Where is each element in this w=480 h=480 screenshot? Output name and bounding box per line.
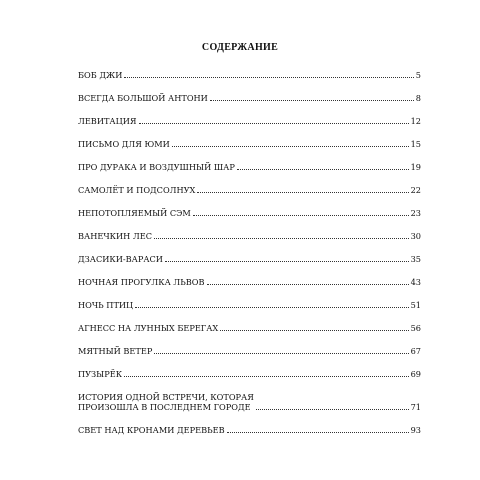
dot-leader [237, 169, 409, 170]
toc-entry[interactable] [78, 183, 421, 195]
toc-entry[interactable] [78, 229, 421, 241]
toc-entry-page: 5 [415, 70, 421, 80]
dot-leader [256, 409, 409, 410]
toc-entry-page: 8 [415, 93, 421, 103]
toc-entry[interactable] [78, 344, 421, 356]
toc-entry-page: 15 [410, 139, 421, 149]
toc-entry[interactable] [78, 68, 421, 80]
dot-leader [220, 330, 408, 331]
dot-leader [197, 192, 408, 193]
toc-entry-title: АГНЕСС НА ЛУННЫХ БЕРЕГАХ [78, 323, 219, 333]
toc-entry-page: 93 [410, 425, 421, 435]
toc-entry-title: ВАНЕЧКИН ЛЕС [78, 231, 152, 241]
toc-entry[interactable] [78, 252, 421, 264]
toc-entry-title: БОБ ДЖИ [78, 70, 123, 80]
toc-entry-page: 30 [410, 231, 421, 241]
dot-leader [210, 100, 414, 101]
toc-entry-title: ПРО ДУРАКА И ВОЗДУШНЫЙ ШАР [78, 162, 235, 172]
toc-entry-page: 56 [410, 323, 421, 333]
toc-entry-title: ВСЕГДА БОЛЬШОЙ АНТОНИ [78, 93, 208, 103]
dot-leader [135, 307, 408, 308]
dot-leader [207, 284, 409, 285]
toc-entry-title: СВЕТ НАД КРОНАМИ ДЕРЕВЬЕВ [78, 425, 225, 435]
toc-entry-page: 23 [410, 208, 421, 218]
dot-leader [139, 123, 409, 124]
dot-leader [154, 353, 408, 354]
toc-entry[interactable] [78, 275, 421, 287]
toc-entry-page: 12 [410, 116, 421, 126]
toc-entry-title: ПУЗЫРЁК [78, 369, 123, 379]
toc-entry-title: ИСТОРИЯ ОДНОЙ ВСТРЕЧИ, КОТОРАЯ ПРОИЗОШЛА В ПОСЛЕДНЕМ ГОРОДЕ [78, 392, 254, 412]
dot-leader [154, 238, 409, 239]
toc-entry-page: 67 [410, 346, 421, 356]
toc-entry-title: ЛЕВИТАЦИЯ [78, 116, 137, 126]
toc-entry-page: 22 [410, 185, 421, 195]
toc-entry-title: МЯТНЫЙ ВЕТЕР [78, 346, 153, 356]
toc-entry-page: 51 [410, 300, 421, 310]
toc-entry-title: ДЗАСИКИ-ВАРАСИ [78, 254, 163, 264]
dot-leader [172, 146, 409, 147]
toc-entry[interactable] [78, 206, 421, 218]
toc-entry-page: 69 [410, 369, 421, 379]
toc-entry-title: НОЧНАЯ ПРОГУЛКА ЛЬВОВ [78, 277, 205, 287]
toc-entry-title: САМОЛЁТ И ПОДСОЛНУХ [78, 185, 196, 195]
toc-entry-title: НЕПОТОПЛЯЕМЫЙ СЭМ [78, 208, 191, 218]
toc-title: СОДЕРЖАНИЕ [201, 42, 279, 53]
toc-entry[interactable] [78, 91, 421, 103]
dot-leader [124, 376, 409, 377]
toc-entry[interactable] [78, 321, 421, 333]
toc-entry[interactable] [78, 114, 421, 126]
dot-leader [193, 215, 409, 216]
toc-list [78, 68, 421, 446]
toc-entry-title: НОЧЬ ПТИЦ [78, 300, 134, 310]
toc-entry[interactable] [78, 137, 421, 149]
dot-leader [124, 77, 413, 78]
dot-leader [165, 261, 409, 262]
toc-entry-page: 19 [410, 162, 421, 172]
toc-entry-page: 71 [410, 402, 421, 412]
toc-entry[interactable] [78, 160, 421, 172]
toc-entry[interactable] [78, 390, 421, 412]
toc-entry-title: ПИСЬМО ДЛЯ ЮМИ [78, 139, 170, 149]
toc-entry-page: 43 [410, 277, 421, 287]
toc-entry[interactable] [78, 367, 421, 379]
toc-entry-page: 35 [410, 254, 421, 264]
toc-entry[interactable] [78, 423, 421, 435]
toc-entry[interactable] [78, 298, 421, 310]
dot-leader [227, 432, 409, 433]
